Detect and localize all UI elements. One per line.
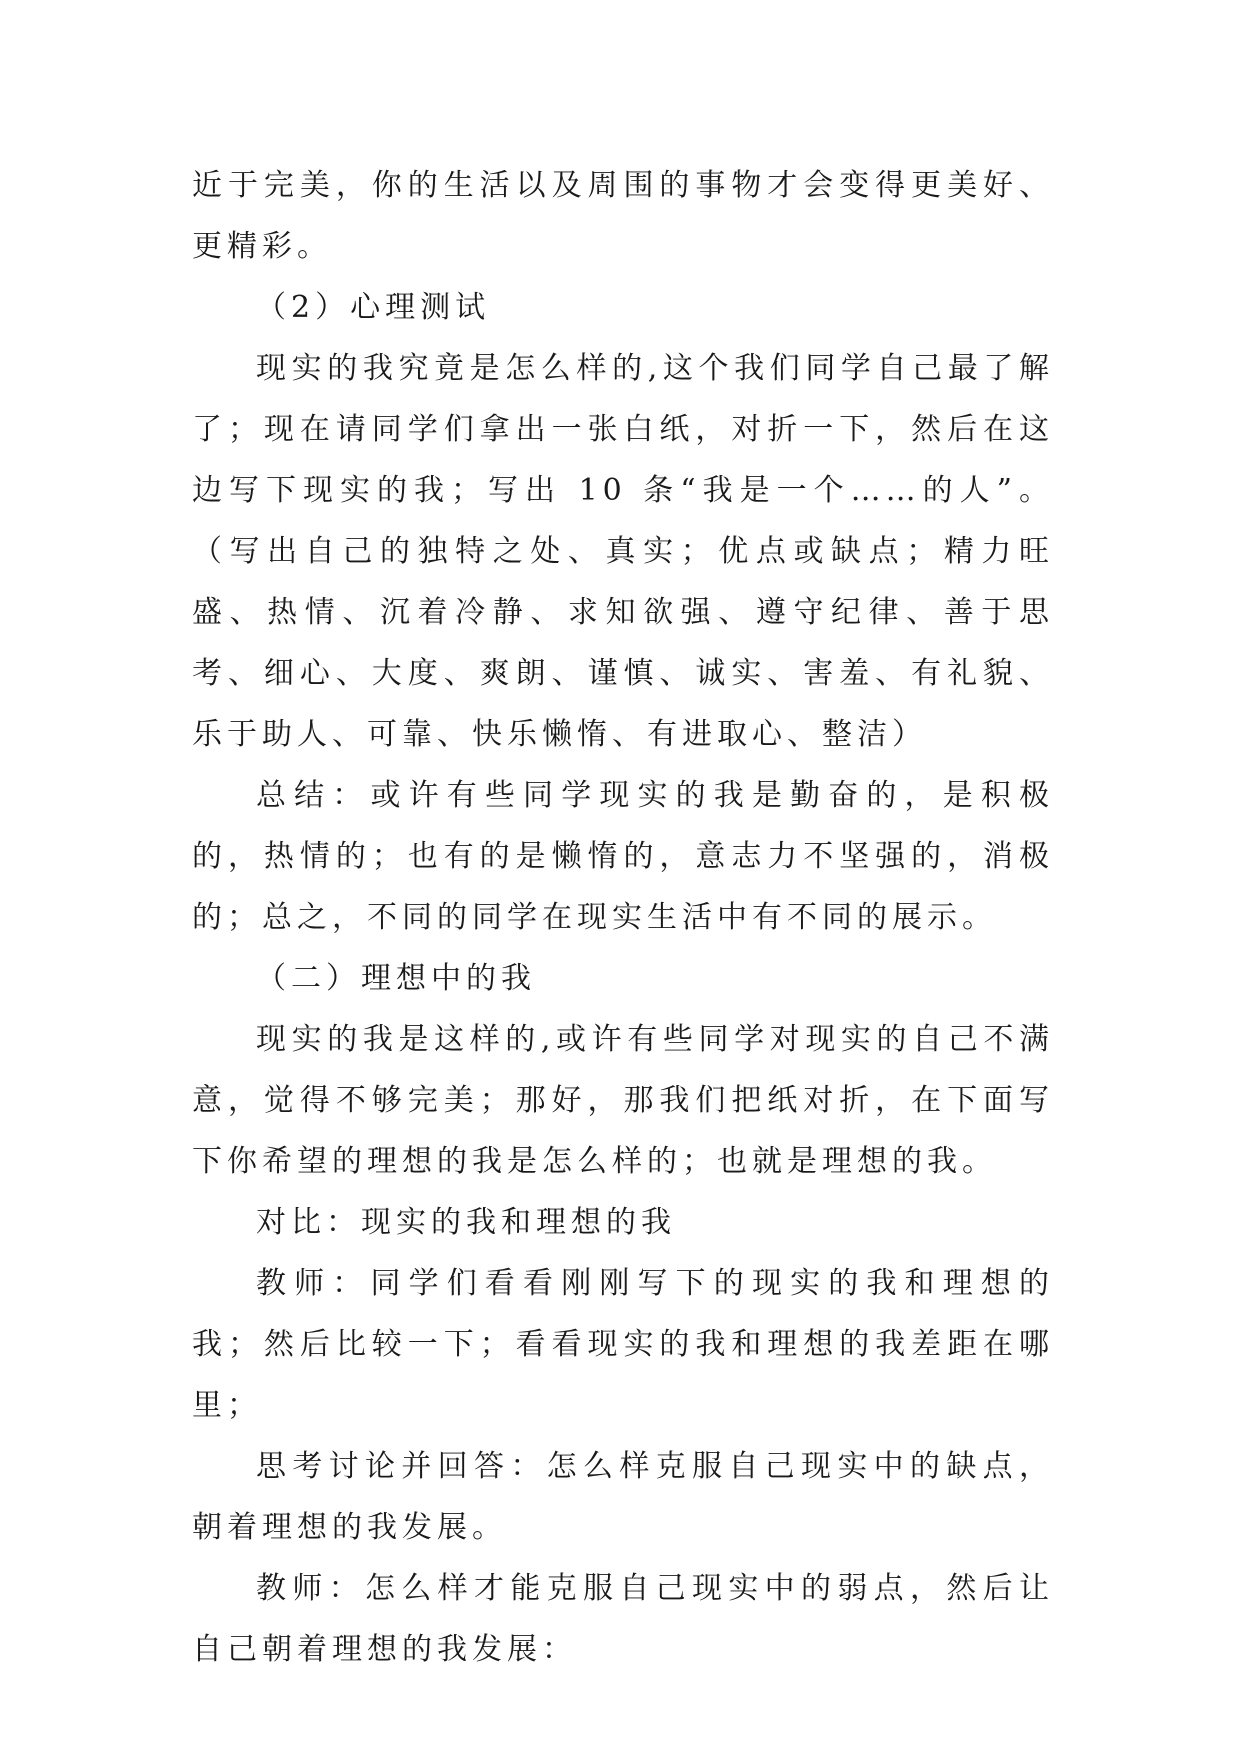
paragraph-comparison: 对比：现实的我和理想的我 <box>256 1205 676 1240</box>
paragraph-continuation: 近于完美，你的生活以及周围的事物才会变得更美好、更精彩。 <box>192 168 1054 264</box>
heading-ideal-self: （二）理想中的我 <box>256 961 536 996</box>
paragraph-teacher-compare: 教师：同学们看看刚刚写下的现实的我和理想的我；然后比较一下；看看现实的我和理想的我差距在哪里； <box>192 1266 1054 1423</box>
paragraph-ideal-self-task: 现实的我是这样的,或许有些同学对现实的自己不满意，觉得不够完美；那好，那我们把纸对折，在下面写下你希望的理想的我是怎么样的；也就是理想的我。 <box>192 1022 1054 1179</box>
document-body <box>192 155 1054 1680</box>
paragraph-summary: 总结：或许有些同学现实的我是勤奋的，是积极的，热情的；也有的是懒惰的，意志力不坚强的，消极的；总之，不同的同学在现实生活中有不同的展示。 <box>192 778 1054 935</box>
paragraph-discussion: 思考讨论并回答：怎么样克服自己现实中的缺点，朝着理想的我发展。 <box>192 1449 1054 1545</box>
paragraph-real-self-task: 现实的我究竟是怎么样的,这个我们同学自己最了解了；现在请同学们拿出一张白纸，对折一下，然后在这边写下现实的我；写出 10 条“我是一个……的人”。（写出自己的独特之处、真实；优点或缺点；精力旺盛、热情、沉着冷静、求知欲强、遵守纪律、善于思考、细心、大度、爽朗、谨慎、诚实、害羞、有礼貌、乐于助人、可靠、快乐懒惰、有进取心、整洁） <box>192 351 1054 752</box>
paragraph-teacher-overcome: 教师：怎么样才能克服自己现实中的弱点，然后让自己朝着理想的我发展： <box>192 1571 1054 1667</box>
heading-psych-test: （2）心理测试 <box>256 290 491 325</box>
